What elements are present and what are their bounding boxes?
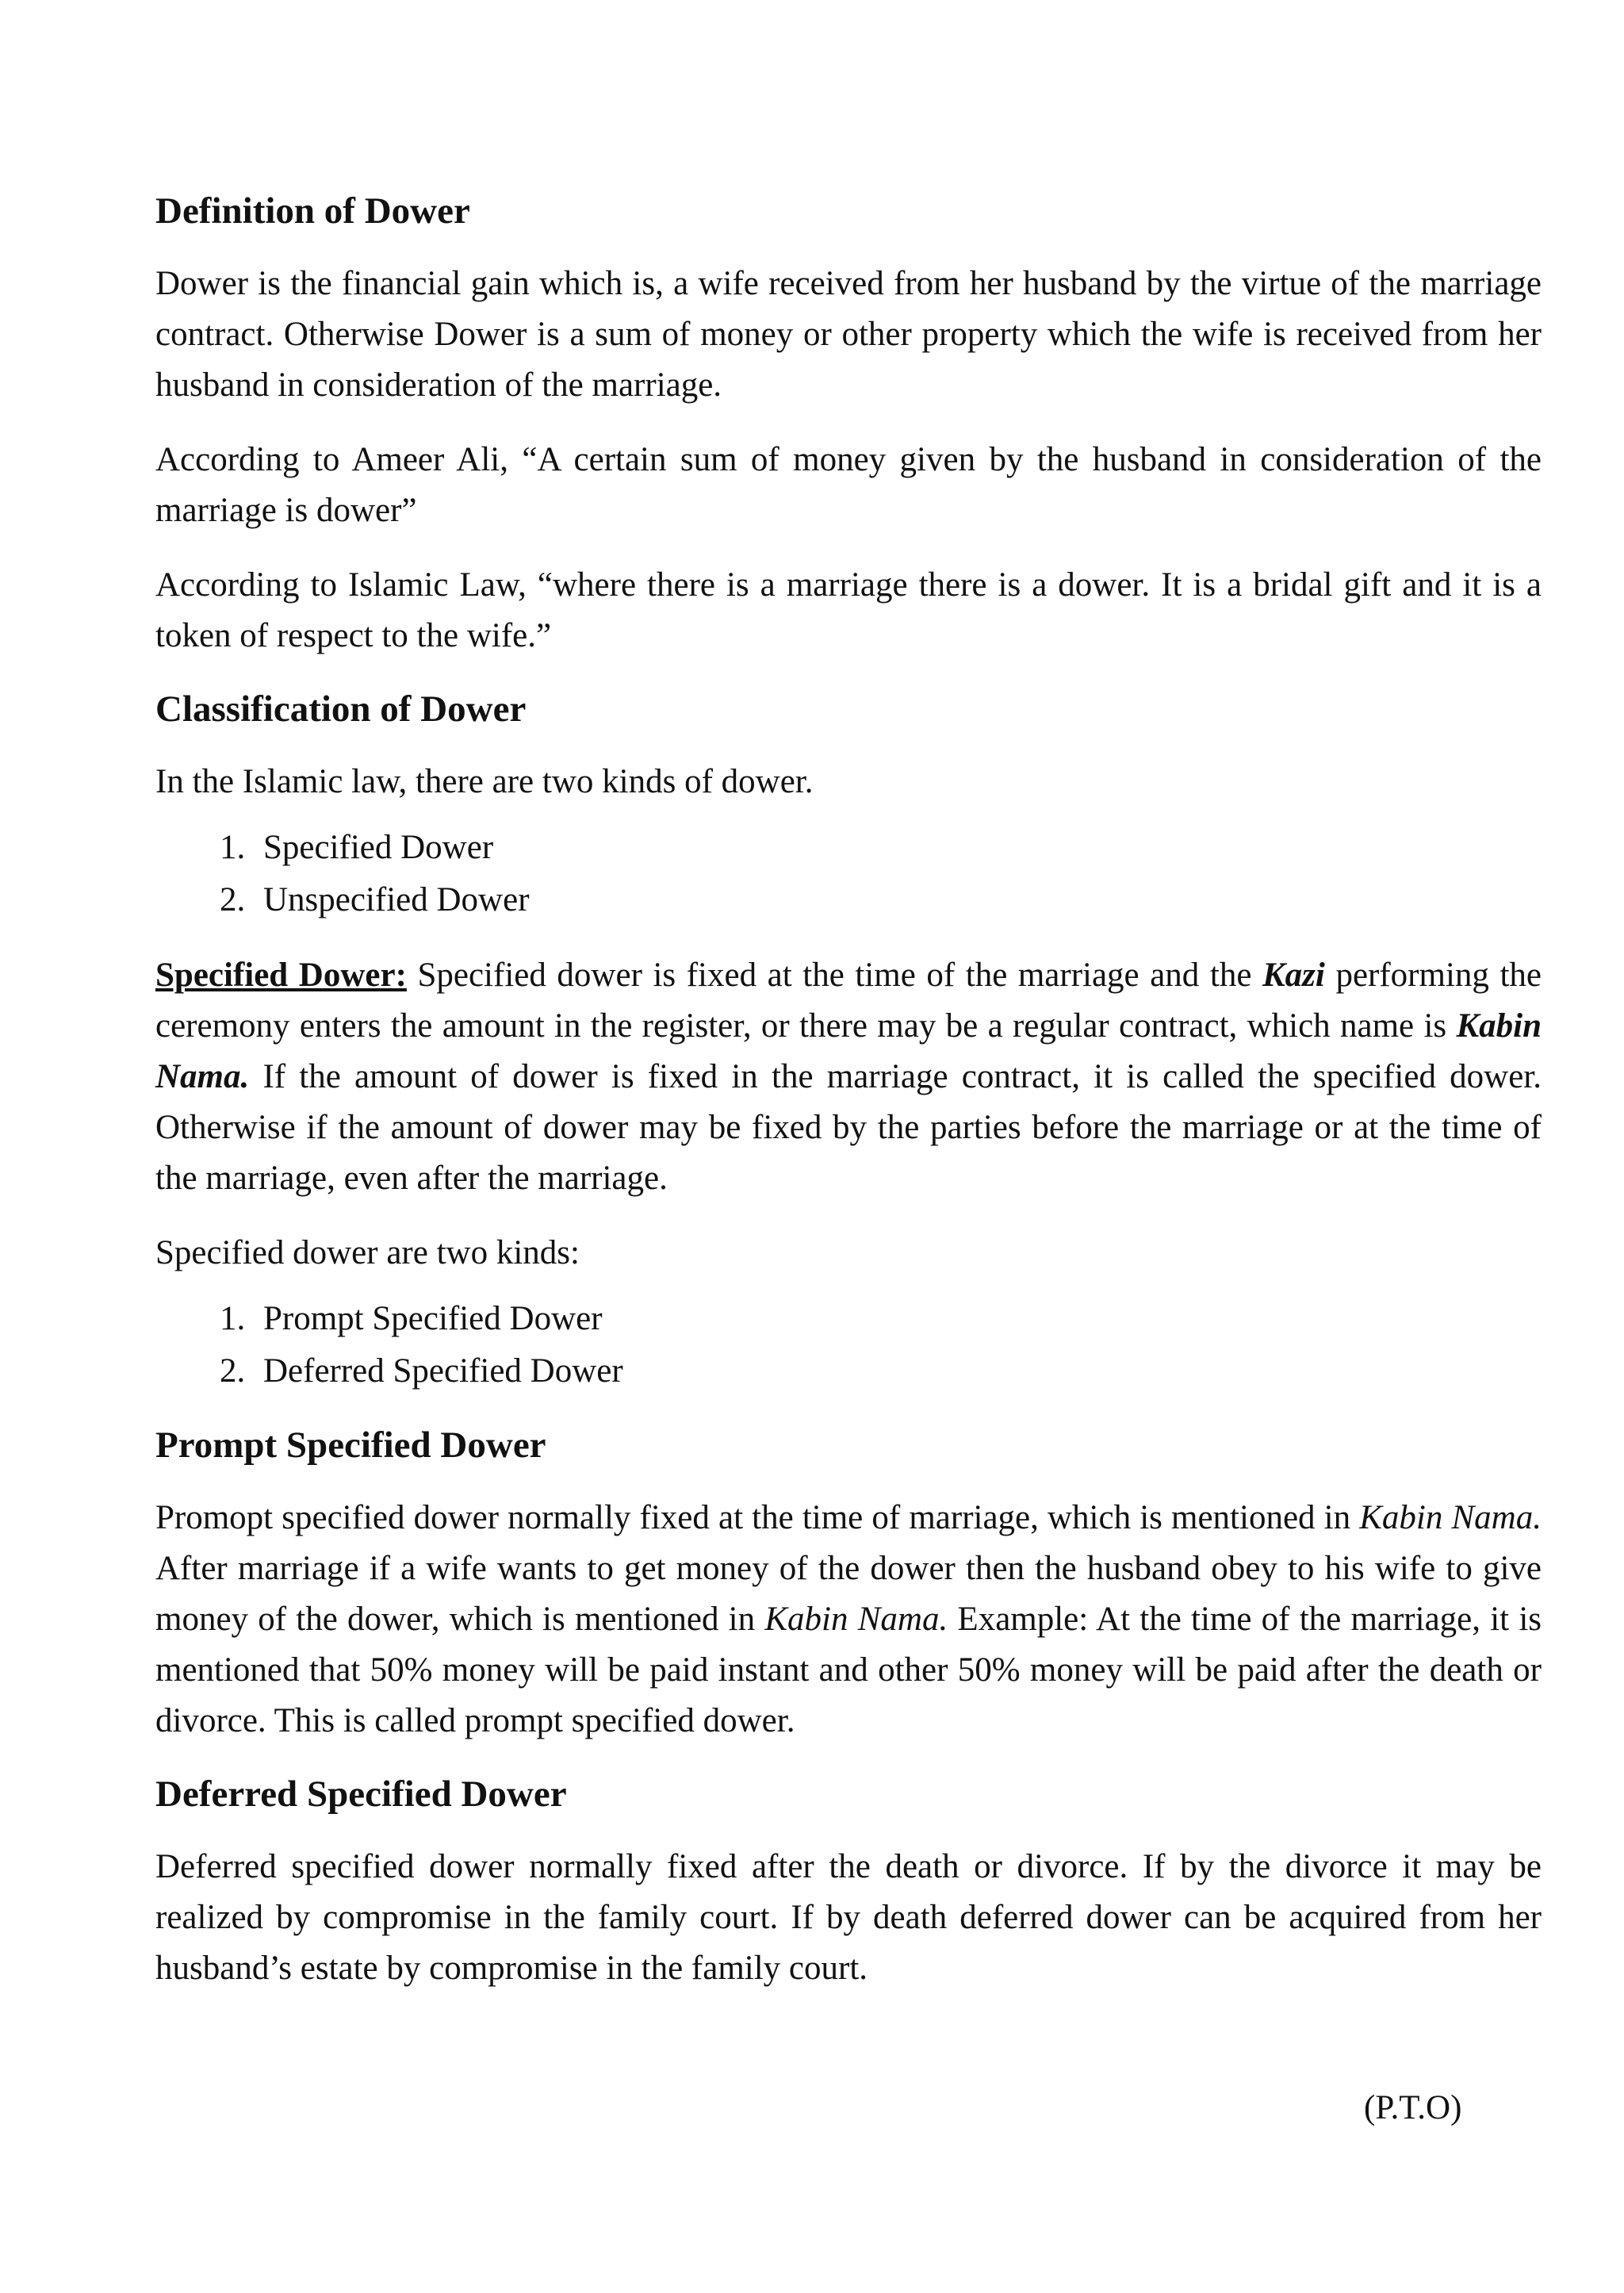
list-item: 1. Specified Dower: [254, 822, 1542, 874]
page-turn-note: (P.T.O): [1364, 2089, 1462, 2126]
specified-dower-label: Specified Dower:: [155, 957, 407, 994]
list-item: 2. Unspecified Dower: [254, 874, 1542, 926]
dower-kinds-list: [155, 822, 1542, 926]
islamic-law-quote: According to Islamic Law, “where there is a marriage there is a dower. It is a bridal gift and it is a token of respect to the wife.”: [155, 566, 1542, 654]
heading-classification: Classification of Dower: [155, 688, 527, 730]
specified-kinds-list: [155, 1293, 1542, 1398]
definition-paragraph: Dower is the financial gain which is, a wife received from her husband by the virtue of the marriage contract. Otherwise Dower is a sum of money or other property which the wife is received from her husband in consideration of the marriage.: [155, 265, 1542, 404]
heading-prompt: Prompt Specified Dower: [155, 1424, 546, 1466]
kabin-nama-term: Kabin Nama.: [764, 1601, 948, 1638]
ameer-ali-quote: According to Ameer Ali, “A certain sum of money given by the husband in consideration of the marriage is dower”: [155, 441, 1542, 529]
list-item: 1. Prompt Specified Dower: [254, 1293, 1542, 1345]
specified-kinds-intro: Specified dower are two kinds:: [155, 1234, 580, 1271]
specified-dower-paragraph: Specified Dower: Specified dower is fixed at the time of the marriage and the Kazi performing the ceremony enters the amount in the register, or there may be a regular contract, which name is Kabin Nama. If the amount of dower is fixed in the marriage contract, it is called the specified dower. Otherwise if the amount of dower may be fixed by the parties before the marriage or at the time of the marriage, even after the marriage.: [155, 957, 1542, 1197]
deferred-paragraph: Deferred specified dower normally fixed after the death or divorce. If by the divorce it may be realized by compromise in the family court. If by death deferred dower can be acquired from her husband’s estate by compromise in the family court.: [155, 1848, 1542, 1987]
heading-deferred: Deferred Specified Dower: [155, 1773, 567, 1815]
heading-definition: Definition of Dower: [155, 190, 470, 232]
kabin-nama-term: Kabin Nama.: [1359, 1499, 1542, 1536]
classification-intro: In the Islamic law, there are two kinds of dower.: [155, 763, 814, 800]
kabin-nama-term: Kabin Nama.: [155, 1007, 1542, 1095]
prompt-paragraph: Promopt specified dower normally fixed at the time of marriage, which is mentioned in Kabin Nama. After marriage if a wife wants to get money of the dower then the husband obey to his wife to give money of the dower, which is mentioned in Kabin Nama. Example: At the time of the marriage, it is mentioned that 50% money will be paid instant and other 50% money will be paid after the death or divorce. This is called prompt specified dower.: [155, 1499, 1542, 1739]
list-item: 2. Deferred Specified Dower: [254, 1345, 1542, 1398]
document-body: [155, 187, 1542, 2018]
kazi-term: Kazi: [1262, 957, 1325, 994]
